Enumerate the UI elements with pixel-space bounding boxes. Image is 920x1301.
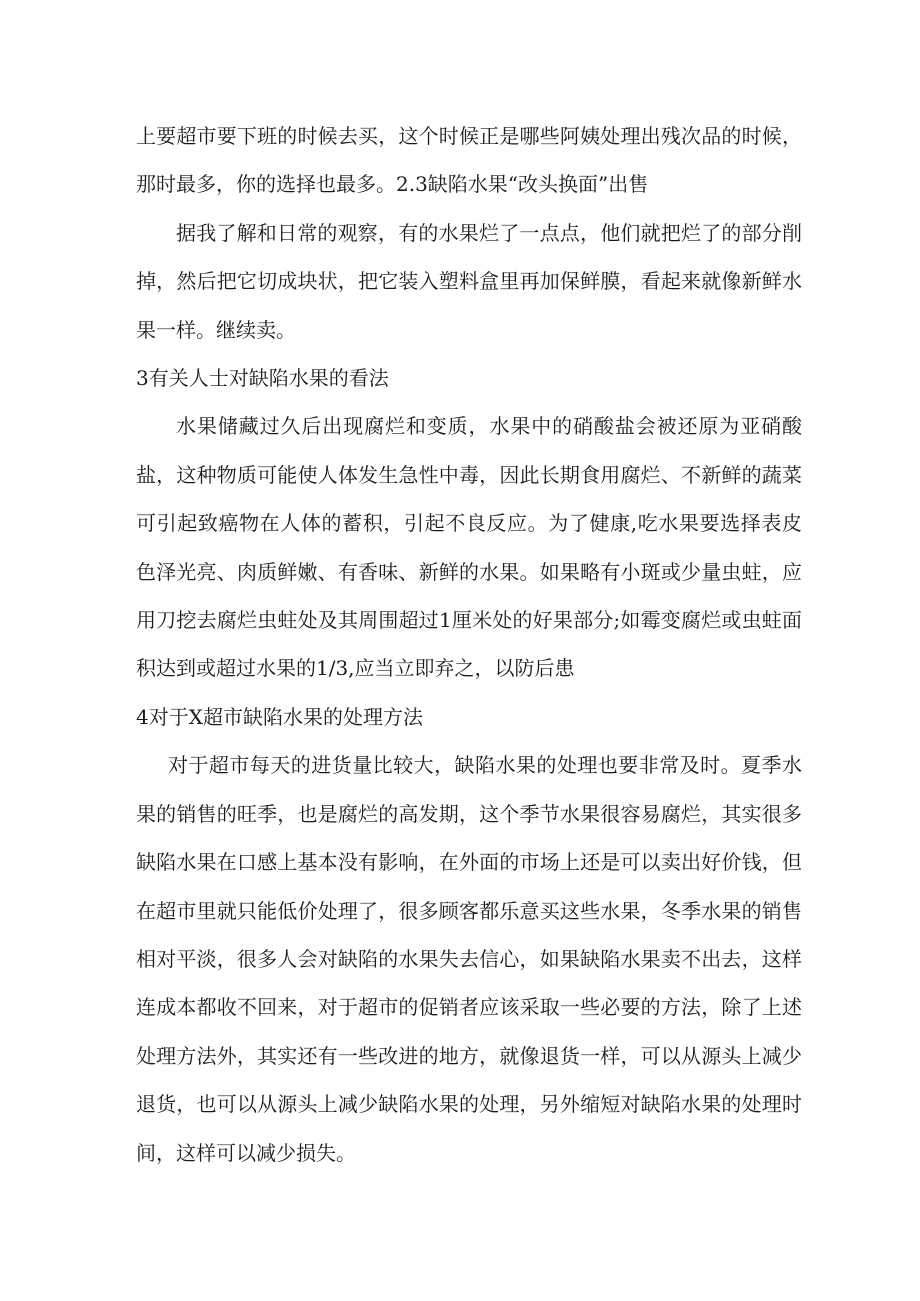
paragraph-continuation: 上要超市要下班的时候去买，这个时候正是哪些阿姨处理出残次品的时候，那时最多，你的选择也最多。2.3缺陷水果“改头换面”出售	[136, 124, 802, 197]
paragraph-handling-methods: 对于超市每天的进货量比较大，缺陷水果的处理也要非常及时。夏季水果的销售的旺季，也是腐烂的高发期，这个季节水果很容易腐烂，其实很多缺陷水果在口感上基本没有影响，在外面的市场上还是可以卖出好价钱，但在超市里就只能低价处理了，很多顾客都乐意买这些水果，冬季水果的销售相对平淡，很多人会对缺陷的水果失去信心，如果缺陷水果卖不出去，这样连成本都收不回来，对于超市的促销者应该采取一些必要的方法，除了上述处理方法外，其实还有一些改进的地方，就像退货一样，可以从源头上减少退货，也可以从源头上减少缺陷水果的处理，另外缩短对缺陷水果的处理时间，这样可以减少损失。	[136, 753, 802, 1165]
document-body	[136, 112, 802, 1177]
section-heading-3: 3有关人士对缺陷水果的看法	[136, 366, 389, 391]
paragraph-expert-views: 水果储藏过久后出现腐烂和变质，水果中的硝酸盐会被还原为亚硝酸盐，这种物质可能使人体发生急性中毒，因此长期食用腐烂、不新鲜的蔬菜可引起致癌物在人体的蓄积，引起不良反应。为了健康,吃水果要选择表皮色泽光亮、肉质鲜嫩、有香味、新鲜的水果。如果略有小斑或少量虫蛀，应用刀挖去腐烂虫蛀处及其周围超过1厘米处的好果部分;如霉变腐烂或虫蛀面积达到或超过水果的1/3,应当立即弃之，以防后患	[136, 414, 802, 681]
section-heading-4: 4对于X超市缺陷水果的处理方法	[136, 704, 423, 729]
paragraph-fruit-repackaging: 据我了解和日常的观察，有的水果烂了一点点，他们就把烂了的部分削掉，然后把它切成块状，把它装入塑料盒里再加保鲜膜，看起来就像新鲜水果一样。继续卖。	[136, 220, 802, 342]
